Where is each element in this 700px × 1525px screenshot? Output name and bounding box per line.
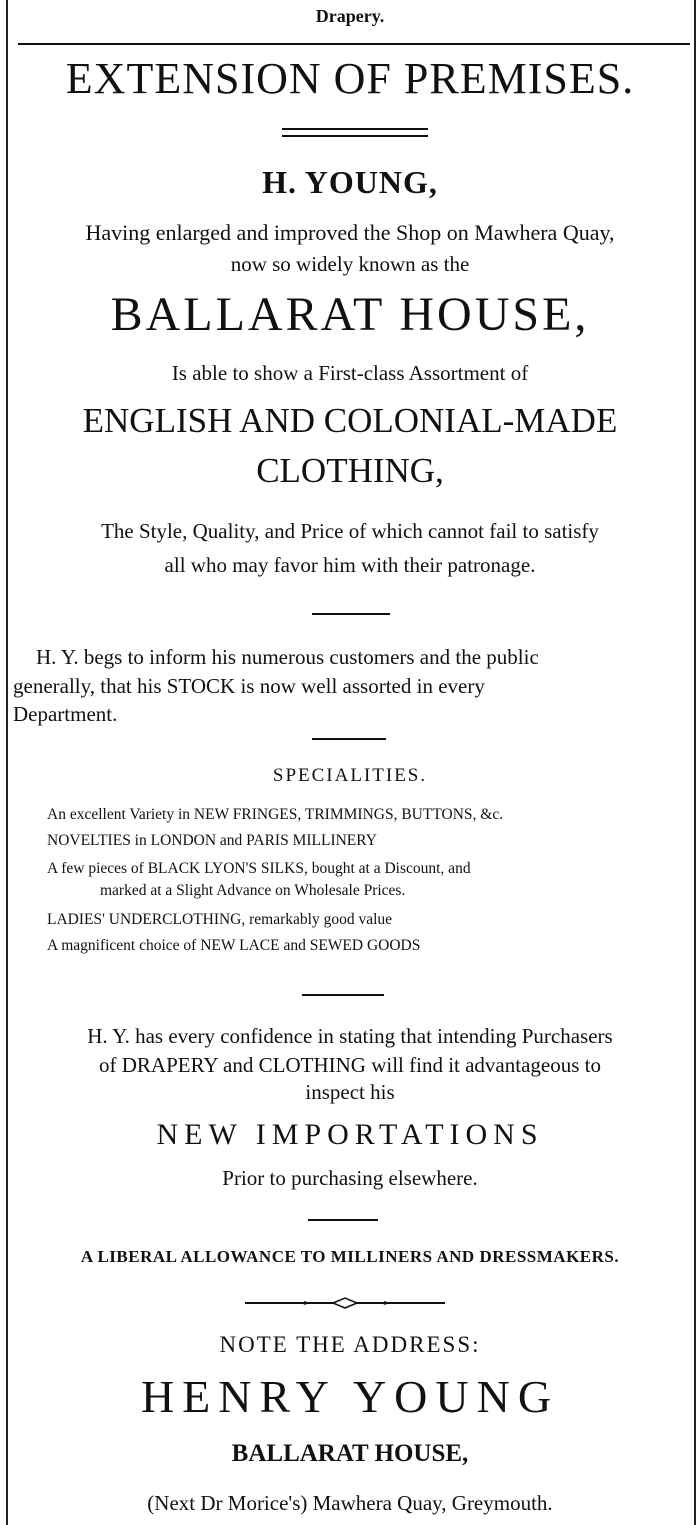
speciality-item: A magnificent choice of NEW LACE and SEWED GOODS bbox=[47, 937, 421, 954]
style-line-2: all who may favor him with their patronage. bbox=[164, 553, 536, 577]
clothing-heading-1: ENGLISH AND COLONIAL-MADE bbox=[82, 401, 618, 440]
prior-line: Prior to purchasing elsewhere. bbox=[222, 1166, 478, 1190]
divider-4 bbox=[308, 1219, 378, 1221]
confidence-line-1: H. Y. has every confidence in stating that intending Purchasers bbox=[87, 1024, 613, 1048]
intro-line-1: Having enlarged and improved the Shop on Mawhera Quay, bbox=[85, 220, 615, 245]
style-line-1: The Style, Quality, and Price of which cannot fail to satisfy bbox=[101, 519, 599, 543]
assortment-line: Is able to show a First-class Assortment of bbox=[171, 361, 529, 385]
divider-3 bbox=[302, 994, 384, 996]
henry-young-name: HENRY YOUNG bbox=[140, 1371, 560, 1422]
specialities-heading: SPECIALITIES. bbox=[272, 765, 428, 786]
confidence-line-3: inspect his bbox=[305, 1080, 395, 1104]
address-line: (Next Dr Morice's) Mawhera Quay, Greymouth. bbox=[147, 1491, 553, 1515]
stock-line-2: generally, that his STOCK is now well assorted in every bbox=[13, 674, 485, 698]
stock-line-1: H. Y. begs to inform his numerous customers and the public bbox=[36, 645, 539, 669]
ornamental-divider bbox=[245, 1296, 445, 1310]
speciality-item: An excellent Variety in NEW FRINGES, TRIMMINGS, BUTTONS, &c. bbox=[47, 806, 504, 823]
headline: EXTENSION OF PREMISES. bbox=[65, 54, 635, 103]
divider-2 bbox=[312, 738, 386, 740]
intro-line-2: now so widely known as the bbox=[230, 252, 470, 276]
section-heading: Drapery. bbox=[315, 6, 385, 26]
top-rule bbox=[18, 43, 690, 45]
speciality-item-continued: marked at a Slight Advance on Wholesale Prices. bbox=[100, 882, 406, 899]
divider-1 bbox=[312, 613, 390, 615]
ornament-rule-icon bbox=[245, 1296, 445, 1310]
ballarat-house-footer: BALLARAT HOUSE, bbox=[231, 1440, 469, 1467]
allowance-line: A LIBERAL ALLOWANCE TO MILLINERS AND DRESSMAKERS. bbox=[80, 1247, 620, 1266]
shop-name: BALLARAT HOUSE, bbox=[110, 288, 590, 341]
proprietor-name: H. YOUNG, bbox=[262, 164, 438, 200]
double-rule-bottom bbox=[282, 135, 428, 137]
importations-heading: NEW IMPORTATIONS bbox=[156, 1118, 544, 1151]
clothing-heading-2: CLOTHING, bbox=[256, 451, 444, 490]
speciality-item: A few pieces of BLACK LYON'S SILKS, bought at a Discount, and bbox=[47, 860, 471, 877]
speciality-item: NOVELTIES in LONDON and PARIS MILLINERY bbox=[47, 832, 377, 849]
confidence-line-2: of DRAPERY and CLOTHING will find it advantageous to bbox=[98, 1053, 601, 1077]
note-address-heading: NOTE THE ADDRESS: bbox=[219, 1332, 481, 1357]
speciality-item: LADIES' UNDERCLOTHING, remarkably good value bbox=[47, 911, 393, 928]
double-rule-top bbox=[282, 128, 428, 130]
stock-line-3: Department. bbox=[13, 702, 118, 726]
